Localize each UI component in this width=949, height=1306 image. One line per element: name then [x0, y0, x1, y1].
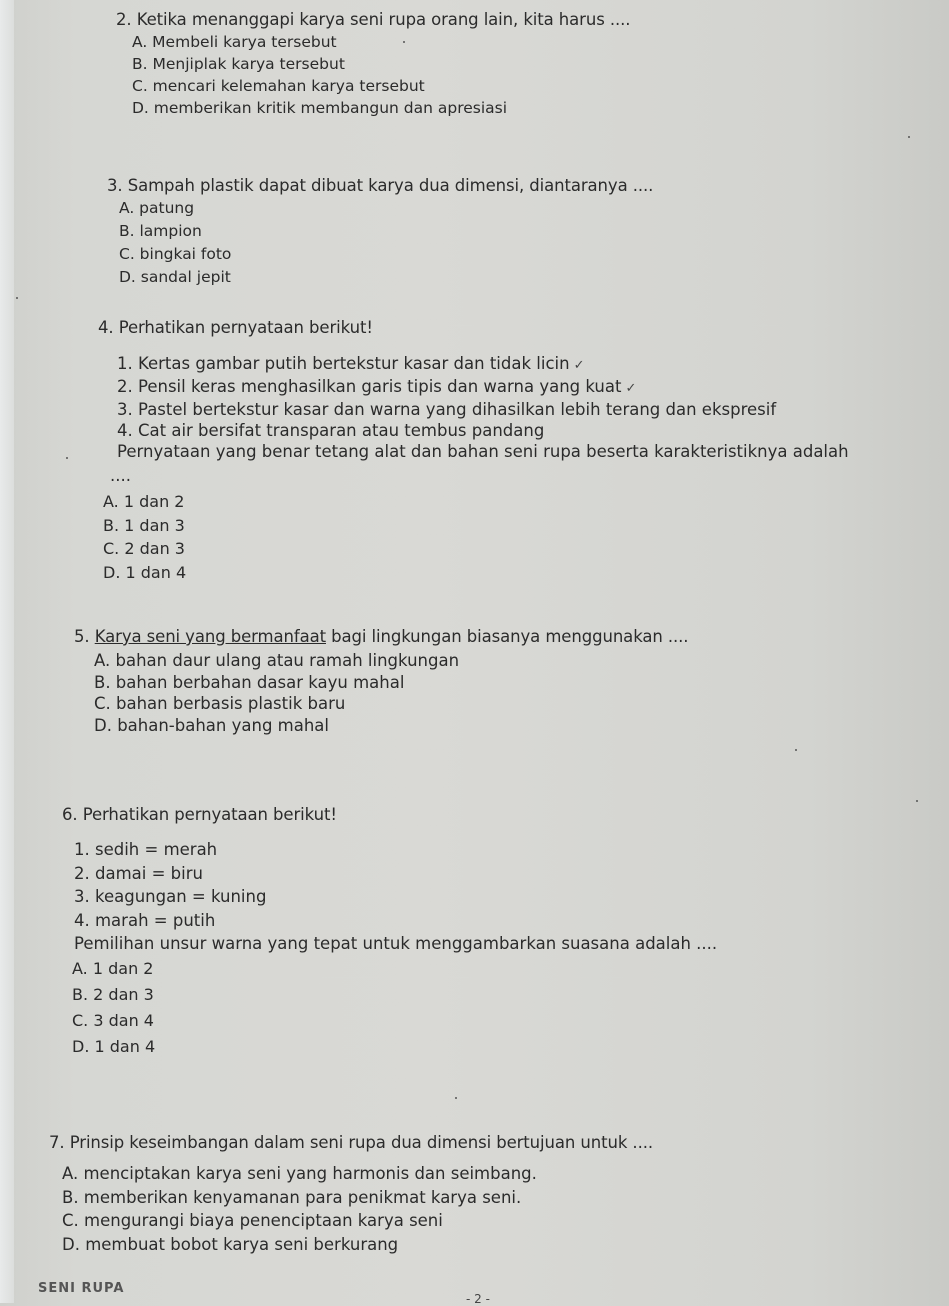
question-7-options — [62, 1162, 653, 1256]
option-b[interactable]: B. memberikan kenyamanan para penikmat karya seni. — [62, 1187, 522, 1207]
option-b[interactable]: B. lampion — [119, 222, 202, 240]
question-4-stem: 4. Perhatikan pernyataan berikut! — [98, 318, 373, 337]
question-5 — [74, 625, 688, 736]
statement-2: 2. damai = biru — [74, 863, 203, 883]
statement-1: 1. sedih = merah — [74, 840, 218, 859]
question-5-stem: 5. Karya seni yang bermanfaat bagi lingkungan biasanya menggunakan .... — [74, 627, 689, 646]
option-d[interactable]: D. bahan-bahan yang mahal — [94, 715, 330, 735]
option-a[interactable]: A. 1 dan 2 — [103, 492, 185, 511]
paper-left-edge — [0, 0, 14, 1303]
underlined-phrase: Karya seni yang bermanfaat — [94, 627, 326, 646]
question-4-prompt: Pernyataan yang benar tetang alat dan bahan seni rupa beserta karakteristiknya adalah — [117, 442, 849, 461]
paper-speck — [916, 800, 918, 802]
option-c[interactable]: C. bahan berbasis plastik baru — [94, 694, 346, 713]
question-6-prompt: Pemilihan unsur warna yang tepat untuk menggambarkan suasana adalah .... — [74, 934, 718, 953]
option-c[interactable]: C. mengurangi biaya penenciptaan karya seni — [62, 1211, 443, 1230]
paper-speck — [795, 749, 797, 751]
statement-3: 3. Pastel bertekstur kasar dan warna yang dihasilkan lebih terang dan ekspresif — [117, 400, 777, 419]
option-d[interactable]: D. 1 dan 4 — [72, 1036, 156, 1056]
question-7-stem: 7. Prinsip keseimbangan dalam seni rupa dua dimensi bertujuan untuk .... — [49, 1133, 654, 1152]
question-4-options — [103, 490, 849, 584]
option-c[interactable]: C. 2 dan 3 — [103, 539, 185, 558]
question-6-statements — [74, 838, 717, 956]
question-3-options — [119, 197, 653, 289]
option-c[interactable]: C. 3 dan 4 — [72, 1010, 154, 1030]
question-6-stem: 6. Perhatikan pernyataan berikut! — [62, 805, 337, 824]
footer-subject: SENI RUPA — [38, 1281, 125, 1296]
statement-4: 4. Cat air bersifat transparan atau tembus pandang — [117, 421, 545, 440]
question-6-options — [72, 956, 717, 1060]
option-d[interactable]: D. 1 dan 4 — [103, 562, 187, 582]
statement-2: 2. Pensil keras menghasilkan garis tipis dan warna yang kuat ✓ — [117, 377, 637, 396]
statement-1: 1. Kertas gambar putih bertekstur kasar dan tidak licin ✓ — [117, 354, 585, 373]
question-5-options — [94, 650, 688, 736]
option-d[interactable]: D. sandal jepit — [119, 268, 231, 286]
paper-speck — [66, 457, 68, 459]
page-number: - 2 - — [466, 1292, 490, 1306]
question-2 — [116, 8, 630, 119]
option-b[interactable]: B. 2 dan 3 — [72, 984, 154, 1004]
paper-speck — [455, 1097, 457, 1099]
option-b[interactable]: B. bahan berbahan dasar kayu mahal — [94, 672, 405, 692]
option-a[interactable]: A. bahan daur ulang atau ramah lingkungan — [94, 651, 460, 670]
prompt-ellipsis: .... — [110, 466, 131, 485]
option-d[interactable]: D. membuat bobot karya seni berkurang — [62, 1234, 399, 1254]
question-4 — [98, 316, 849, 584]
question-3-stem: 3. Sampah plastik dapat dibuat karya dua dimensi, diantaranya .... — [107, 176, 654, 195]
paper-speck — [403, 41, 405, 43]
statement-4: 4. marah = putih — [74, 910, 216, 930]
option-a[interactable]: A. Membeli karya tersebut — [132, 33, 337, 51]
statement-3: 3. keagungan = kuning — [74, 887, 267, 906]
paper-speck — [16, 297, 18, 299]
option-a[interactable]: A. 1 dan 2 — [72, 958, 154, 978]
checkmark-icon: ✓ — [625, 381, 637, 396]
question-3 — [107, 174, 653, 289]
paper-speck — [908, 136, 910, 138]
option-c[interactable]: C. bingkai foto — [119, 245, 232, 263]
option-b[interactable]: B. 1 dan 3 — [103, 515, 185, 535]
option-a[interactable]: A. menciptakan karya seni yang harmonis dan seimbang. — [62, 1164, 537, 1183]
question-6 — [62, 803, 717, 1060]
question-7 — [49, 1131, 653, 1256]
option-a[interactable]: A. patung — [119, 199, 195, 217]
option-b[interactable]: B. Menjiplak karya tersebut — [132, 55, 345, 73]
option-d[interactable]: D. memberikan kritik membangun dan apresiasi — [132, 99, 508, 117]
checkmark-icon: ✓ — [573, 358, 585, 373]
question-4-statements — [117, 353, 849, 462]
option-c[interactable]: C. mencari kelemahan karya tersebut — [132, 77, 425, 95]
question-2-options — [132, 31, 630, 119]
question-2-stem: 2. Ketika menanggapi karya seni rupa orang lain, kita harus .... — [116, 10, 631, 29]
